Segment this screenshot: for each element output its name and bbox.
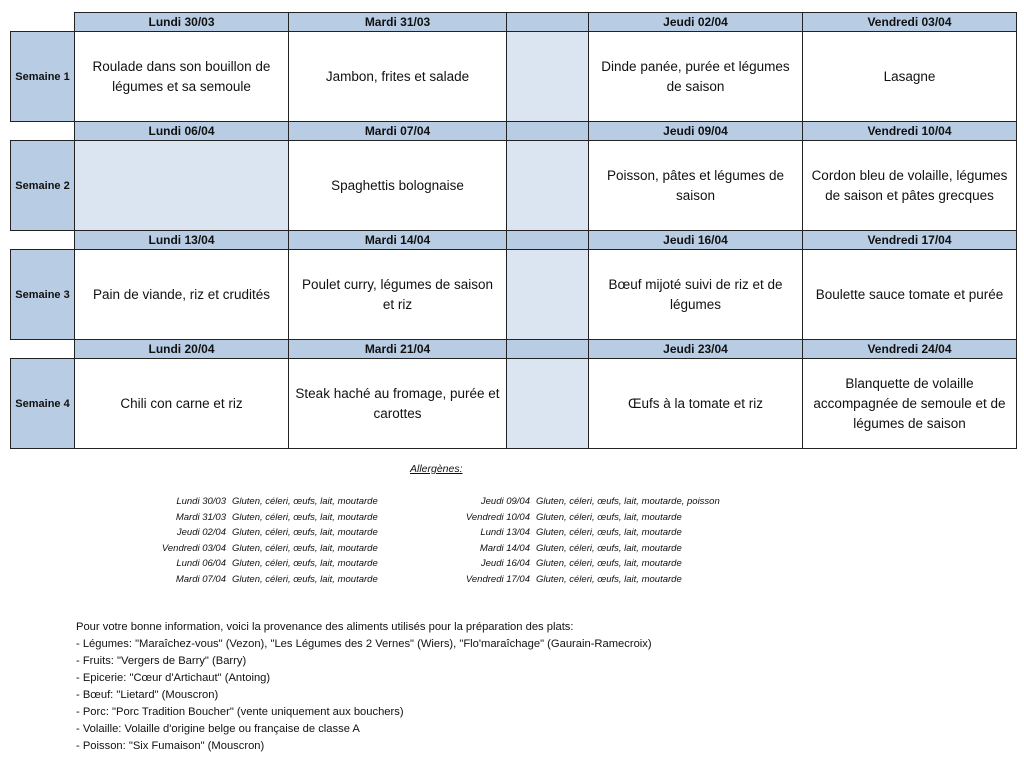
day-header: Vendredi 10/04 [802,121,1017,141]
day-header: Jeudi 09/04 [588,121,803,141]
allergen-row [450,572,720,588]
allergen-day: Lundi 06/04 [176,558,226,570]
empty-meal-cell [506,140,589,231]
meal-cell: Boulette sauce tomate et purée [802,249,1017,340]
meal-cell: Dinde panée, purée et légumes de saison [588,31,803,122]
allergens-right-list [450,494,720,588]
allergen-day: Vendredi 10/04 [465,511,530,523]
allergen-day: Mardi 07/04 [175,573,226,585]
allergen-list: Gluten, céleri, œufs, lait, moutarde [232,511,378,523]
day-header: Lundi 13/04 [74,230,289,250]
day-header: Mardi 21/04 [288,339,507,359]
allergen-day: Jeudi 09/04 [480,496,530,507]
allergen-list: Gluten, céleri, œufs, lait, moutarde [232,573,378,585]
allergen-day: Mardi 14/04 [479,542,530,554]
meal-cell: Bœuf mijoté suivi de riz et de légumes [588,249,803,340]
empty-meal-cell [506,358,589,449]
provenance-item: - Epicerie: "Cœur d'Artichaut" (Antoing) [76,672,271,684]
provenance-item: - Volaille: Volaille d'origine belge ou française de classe A [76,723,360,735]
allergen-list: Gluten, céleri, œufs, lait, moutarde [536,527,682,539]
day-header [506,12,589,32]
allergen-row [146,494,378,510]
meal-cell: Cordon bleu de volaille, légumes de saison et pâtes grecques [802,140,1017,231]
day-header: Mardi 31/03 [288,12,507,32]
meal-cell: Lasagne [802,31,1017,122]
allergen-row [146,525,378,541]
meal-cell: Roulade dans son bouillon de légumes et sa semoule [74,31,289,122]
provenance-item: - Poisson: "Six Fumaison" (Mouscron) [76,740,265,752]
day-header: Vendredi 17/04 [802,230,1017,250]
meal-cell: Poulet curry, légumes de saison et riz [288,249,507,340]
allergen-list: Gluten, céleri, œufs, lait, moutarde [232,527,378,539]
allergen-list: Gluten, céleri, œufs, lait, moutarde [536,573,682,585]
allergen-day: Jeudi 16/04 [480,558,530,570]
allergen-row [146,510,378,526]
meal-cell: Spaghettis bolognaise [288,140,507,231]
empty-meal-cell [74,140,289,231]
allergen-row [450,494,720,510]
allergen-day: Vendredi 03/04 [161,542,226,554]
meal-cell: Jambon, frites et salade [288,31,507,122]
meal-cell: Œufs à la tomate et riz [588,358,803,449]
day-header [506,230,589,250]
allergen-row [450,510,720,526]
allergen-day: Lundi 13/04 [480,527,530,539]
day-header: Lundi 06/04 [74,121,289,141]
week-label: Semaine 2 [10,140,75,231]
provenance-section [76,619,652,755]
week-label: Semaine 3 [10,249,75,340]
allergens-left-list [146,494,378,588]
allergen-row [450,541,720,557]
allergen-day: Mardi 31/03 [175,511,226,523]
empty-meal-cell [506,249,589,340]
allergen-list: Gluten, céleri, œufs, lait, moutarde [232,496,378,507]
provenance-item: - Légumes: "Maraîchez-vous" (Vezon), "Les Légumes des 2 Vernes" (Wiers), "Flo'maraîchage" (Gaurain-Ramecroix) [76,638,652,650]
allergen-list: Gluten, céleri, œufs, lait, moutarde [536,558,682,570]
day-header: Vendredi 03/04 [802,12,1017,32]
day-header: Lundi 20/04 [74,339,289,359]
day-header: Vendredi 24/04 [802,339,1017,359]
day-header [506,339,589,359]
day-header: Mardi 14/04 [288,230,507,250]
allergen-day: Jeudi 02/04 [176,527,226,539]
allergen-row [450,556,720,572]
meal-cell: Steak haché au fromage, purée et carottes [288,358,507,449]
week-label: Semaine 4 [10,358,75,449]
allergens-title: Allergènes: [410,463,463,475]
provenance-item: - Fruits: "Vergers de Barry" (Barry) [76,655,247,667]
meal-cell: Poisson, pâtes et légumes de saison [588,140,803,231]
provenance-intro: Pour votre bonne information, voici la provenance des aliments utilisés pour la préparation des plats: [76,621,574,633]
day-header: Lundi 30/03 [74,12,289,32]
empty-meal-cell [506,31,589,122]
allergen-list: Gluten, céleri, œufs, lait, moutarde, poisson [536,496,720,507]
day-header: Jeudi 02/04 [588,12,803,32]
allergen-list: Gluten, céleri, œufs, lait, moutarde [536,542,682,554]
allergen-row [146,572,378,588]
allergen-list: Gluten, céleri, œufs, lait, moutarde [232,558,378,570]
allergen-list: Gluten, céleri, œufs, lait, moutarde [232,542,378,554]
day-header [506,121,589,141]
meal-cell: Blanquette de volaille accompagnée de semoule et de légumes de saison [802,358,1017,449]
week-label: Semaine 1 [10,31,75,122]
provenance-item: - Bœuf: "Lietard" (Mouscron) [76,689,219,701]
provenance-item: - Porc: "Porc Tradition Boucher" (vente uniquement aux bouchers) [76,706,404,718]
allergen-row [146,541,378,557]
day-header: Jeudi 23/04 [588,339,803,359]
day-header: Mardi 07/04 [288,121,507,141]
allergen-row [450,525,720,541]
allergen-row [146,556,378,572]
meal-cell: Pain de viande, riz et crudités [74,249,289,340]
allergen-day: Lundi 30/03 [176,496,226,507]
meal-cell: Chili con carne et riz [74,358,289,449]
day-header: Jeudi 16/04 [588,230,803,250]
allergen-day: Vendredi 17/04 [465,573,530,585]
allergen-list: Gluten, céleri, œufs, lait, moutarde [536,511,682,523]
